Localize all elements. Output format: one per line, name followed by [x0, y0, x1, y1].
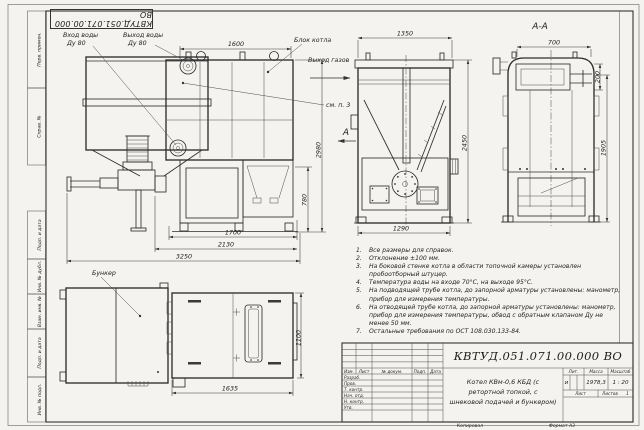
face-view [338, 30, 472, 237]
dim-780: 780 [300, 193, 309, 207]
front-view-dimensions [67, 40, 326, 264]
dim-3250: 3250 [175, 252, 193, 261]
dim-200: 200 [593, 70, 602, 84]
boiler-block-label: Блок котла [294, 37, 332, 44]
chimney-opening [245, 305, 262, 362]
tb-header-list: Лист [358, 368, 370, 374]
copied-label: Копировал [456, 423, 484, 429]
tb-row-tkontr: Т. контр. [344, 386, 364, 392]
tb-lit-label: Лит. [568, 369, 579, 374]
stamp-code: КВТУД.051.071.00.000 ВО [54, 10, 152, 28]
technical-notes [356, 247, 622, 336]
dim-700: 700 [547, 38, 561, 47]
margin-field-label: Взам. инв. № [38, 295, 43, 328]
section-view [493, 22, 610, 226]
view-arrow-letter: А [342, 128, 350, 138]
see-note3-label: см. п. 3 [326, 102, 351, 109]
front-view [67, 52, 298, 232]
dim-1100: 1100 [294, 329, 303, 347]
margin-field-label: Инв. № дубл. [38, 260, 43, 293]
tb-row-nkontr: Н. контр. [344, 398, 365, 404]
tb-sheets-value: 1 [626, 391, 629, 396]
margin-field-label: Перв. примен. [37, 32, 43, 67]
tb-mass-value: 1978,3 [586, 379, 606, 386]
title-designation: КВТУД.051.071.00.000 ВО [453, 348, 623, 363]
tb-sheet-label: Лист [575, 391, 586, 396]
left-hatch [370, 186, 389, 203]
title-name: Котел КВм-0,6 КБД (с ретортной топкой, с шнековой подачей и бункером) [449, 378, 557, 406]
margin-field-label: Инв. № подл. [38, 383, 43, 416]
tb-row-utv: Утв. [344, 404, 353, 410]
note-item: 2. Отклонение ±100 мм. [356, 255, 440, 263]
tb-row-razrab: Разраб. [344, 374, 361, 380]
tb-header-data: Дата [430, 368, 441, 374]
furnace-door [392, 171, 418, 197]
gas-outlet-label: Выход газов [308, 57, 350, 64]
water-inlet-dn: Ду 80 [67, 40, 86, 47]
bunker-label: Бункер [92, 270, 116, 277]
inverted-designation-stamp [50, 9, 153, 29]
margin-field-label: Подп. и дата [38, 337, 43, 369]
note-item: 5. На подводящей трубе котла, до запорной арматуры установлены: манометр, прибор для измерения температуры. [356, 287, 621, 303]
dim-1600: 1600 [227, 40, 245, 48]
dim-2980: 2980 [314, 141, 323, 159]
dim-2130: 2130 [217, 240, 235, 249]
water-outlet-dn: Ду 80 [128, 40, 147, 47]
tb-lit-value: и [564, 379, 569, 386]
dim-1700: 1700 [224, 228, 242, 237]
dim-1290: 1290 [392, 224, 410, 233]
tb-scale-value: 1 : 20 [612, 379, 629, 386]
tb-header-podp: Подп. [413, 368, 427, 374]
margin-field-label: Подп. и дата [38, 219, 43, 251]
tb-header-doc: № докум. [381, 368, 403, 374]
water-inlet-flange [170, 140, 186, 156]
water-inlet-label: Вход воды [63, 32, 99, 39]
tb-scale-label: Масштаб [610, 369, 631, 374]
note-item: 4. Температура воды на входе 70°С, на выходе 95°С. [356, 279, 534, 287]
dim-2450: 2450 [460, 134, 469, 152]
margin-field-label: Справ. № [37, 115, 43, 138]
section-title: А-А [532, 22, 548, 32]
tb-sheets-label: Листов [602, 391, 618, 396]
plan-view [60, 270, 304, 396]
tb-row-nachotd: Нач. отд. [344, 392, 365, 398]
dim-1905: 1905 [599, 139, 608, 157]
tb-header-izm: Изм. [344, 368, 354, 374]
dim-1350: 1350 [396, 29, 414, 38]
right-hatch [417, 187, 438, 204]
note-item: 6. На отводящей трубе котла, до запорной арматуры установлены: манометр, прибор для измерения температуры, обвод с обратным клапаном Ду не менее 50 мм. [356, 303, 616, 327]
tb-row-prov: Пров. [344, 380, 357, 386]
water-outlet-label: Выход воды [123, 32, 164, 39]
note-item: 7. Остальные требования по ОСТ 108.030.133-84. [356, 327, 521, 335]
format-label: Формат А3 [548, 423, 576, 429]
dim-1635: 1635 [221, 384, 239, 393]
tb-mass-label: Масса [589, 369, 603, 374]
margin-fields [28, 11, 46, 422]
note-item: 3. На боковой стенке котла в области топочной камеры установлен пробоотборный штуцер. [356, 263, 582, 279]
note-item: 1. Все размеры для справок. [356, 247, 454, 254]
